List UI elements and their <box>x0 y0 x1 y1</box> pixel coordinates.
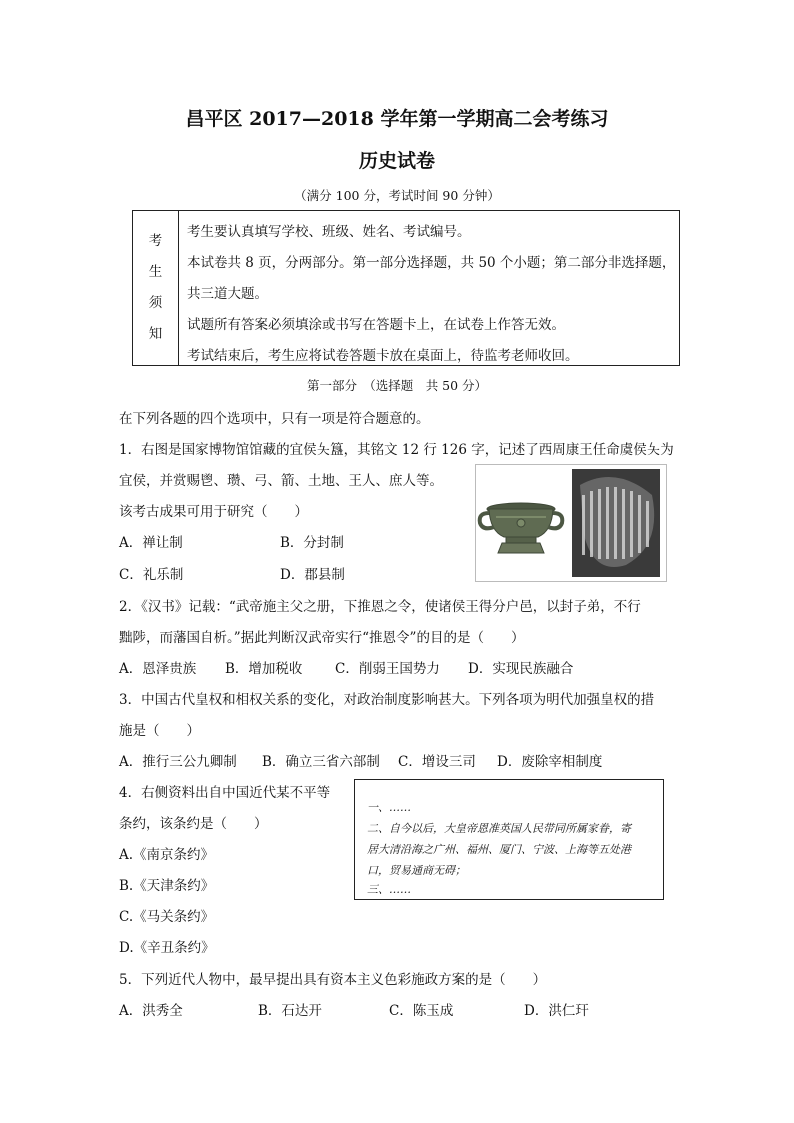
notice-item: 共三道大题。 <box>187 286 268 302</box>
notice-item: 考生要认真填写学校、班级、姓名、考试编号。 <box>187 224 471 240</box>
q1-option-a: A．禅让制 <box>119 535 183 551</box>
q5-option-c: C．陈玉成 <box>389 1003 454 1019</box>
excerpt-line: 口，贸易通商无碍； <box>367 864 466 877</box>
q4-source-excerpt-box <box>354 779 664 900</box>
q5-option-b: B．石达开 <box>258 1003 322 1019</box>
q1-option-d: D．郡县制 <box>280 567 345 583</box>
notice-label-char: 知 <box>148 326 163 342</box>
q3-option-a: A．推行三公九卿制 <box>119 754 237 770</box>
inscription-rubbing-picture <box>572 469 660 577</box>
q4-stem-line: 条约，该条约是（ ） <box>119 816 268 832</box>
section-instruction: 在下列各题的四个选项中，只有一项是符合题意的。 <box>119 411 430 427</box>
q5-option-d: D．洪仁玕 <box>524 1003 589 1019</box>
q1-figure <box>475 464 667 582</box>
q2-option-a: A．恩泽贵族 <box>119 661 197 677</box>
exam-subtitle: 历史试卷 <box>358 150 435 172</box>
notice-label-char: 考 <box>148 233 163 249</box>
q1-stem-line: 1．右图是国家博物馆馆藏的宜侯夨簋，其铭文 12 行 126 字，记述了西周康王任命虞侯夨为 <box>119 442 674 458</box>
q2-stem-line: 黜陟，而藩国自析。”据此判断汉武帝实行“推恩令”的目的是（ ） <box>119 630 525 646</box>
candidate-notice-box <box>132 210 680 366</box>
section-heading: 第一部分 （选择题 共 50 分） <box>306 378 488 393</box>
q4-option-c: C.《马关条约》 <box>119 909 215 925</box>
q4-option-d: D.《辛丑条约》 <box>119 940 215 956</box>
bronze-vessel-picture <box>480 503 563 553</box>
q5-option-a: A．洪秀全 <box>119 1003 183 1019</box>
excerpt-line: 二、自今以后，大皇帝恩准英国人民带同所属家眷，寄 <box>367 822 631 835</box>
q2-option-b: B．增加税收 <box>225 661 303 677</box>
q4-stem-line: 4．右侧资料出自中国近代某不平等 <box>119 785 331 801</box>
q2-option-d: D．实现民族融合 <box>468 661 574 677</box>
q1-option-c: C．礼乐制 <box>119 567 184 583</box>
excerpt-line: 一、…… <box>367 801 411 814</box>
excerpt-line: 居大清沿海之广州、福州、厦门、宁波、上海等五处港 <box>367 843 631 856</box>
excerpt-line: 三、…… <box>367 883 411 896</box>
q3-stem-line: 施是（ ） <box>119 723 200 739</box>
notice-item: 试题所有答案必须填涂或书写在答题卡上，在试卷上作答无效。 <box>187 317 565 333</box>
notice-label <box>133 211 179 365</box>
q2-stem-line: 2．《汉书》记载：“武帝施主父之册，下推恩之令，使诸侯王得分户邑，以封子弟，不行 <box>119 599 641 615</box>
notice-item: 考试结束后，考生应将试卷答题卡放在桌面上，待监考老师收回。 <box>187 348 579 364</box>
q4-option-b: B.《天津条约》 <box>119 878 215 894</box>
q5-stem-line: 5．下列近代人物中，最早提出具有资本主义色彩施政方案的是（ ） <box>119 972 547 988</box>
q2-option-c: C．削弱王国势力 <box>335 661 440 677</box>
q3-option-b: B．确立三省六部制 <box>262 754 380 770</box>
bronze-vessel-and-rubbing-image <box>476 465 666 581</box>
q4-option-a: A.《南京条约》 <box>119 847 215 863</box>
notice-label-char: 生 <box>148 264 163 280</box>
notice-label-char: 须 <box>148 295 163 311</box>
q3-option-c: C．增设三司 <box>398 754 476 770</box>
q1-option-b: B．分封制 <box>280 535 344 551</box>
q3-stem-line: 3．中国古代皇权和相权关系的变化，对政治制度影响甚大。下列各项为明代加强皇权的措 <box>119 692 655 708</box>
exam-meta: （满分 100 分，考试时间 90 分钟） <box>294 188 500 203</box>
exam-title: 昌平区 2017—2018 学年第一学期高二会考练习 <box>185 108 609 130</box>
notice-item: 本试卷共 8 页，分两部分。第一部分选择题，共 50 个小题；第二部分非选择题， <box>187 255 676 271</box>
q1-stem-line: 该考古成果可用于研究（ ） <box>119 504 308 520</box>
q1-stem-line: 宜侯，并赏赐鬯、瓒、弓、箭、土地、王人、庶人等。 <box>119 473 443 489</box>
q3-option-d: D．废除宰相制度 <box>497 754 603 770</box>
